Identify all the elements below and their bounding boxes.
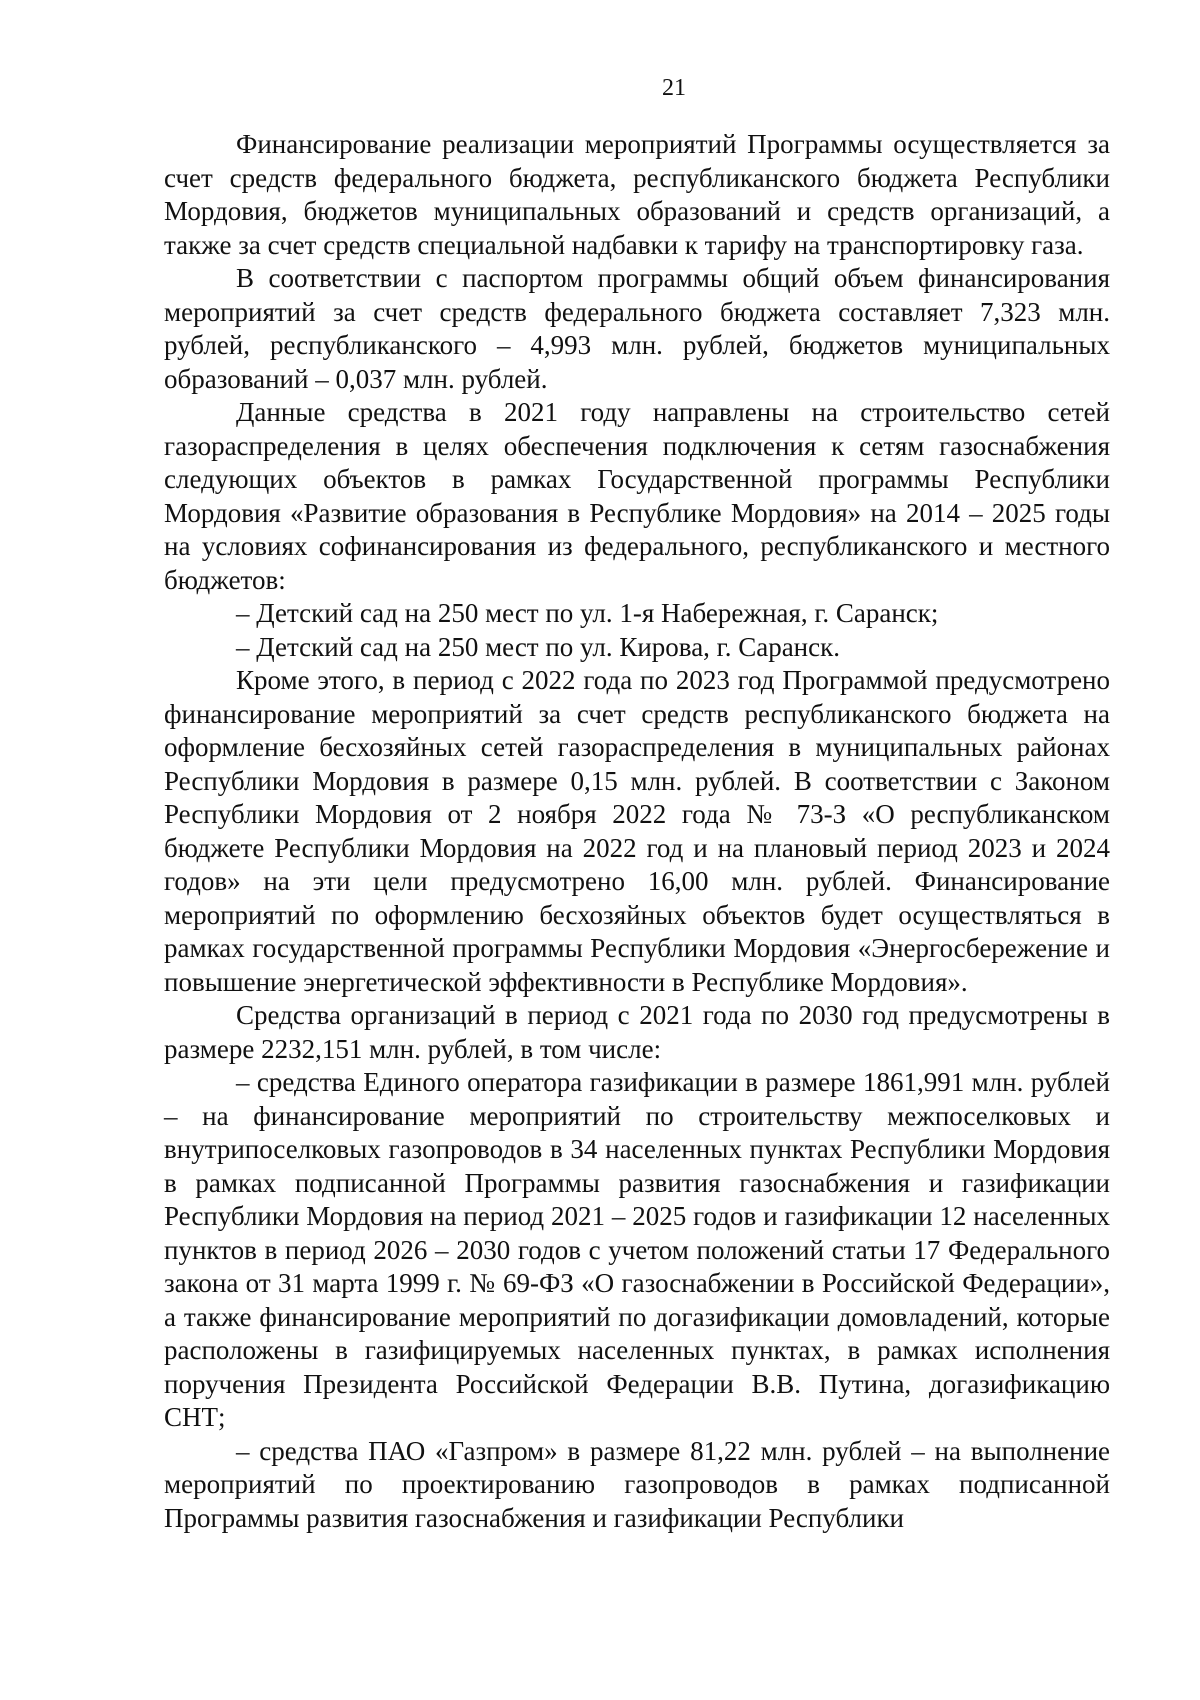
paragraph-2021-funds: Данные средства в 2021 году направлены на строительство сетей газораспределения в целях обеспечения подключения к сетям газоснабжения следующих объектов в рамках Государственной программы Республики Мордовия «Развитие образования в Республике Мордовия» на 2014 – 2025 годы на условиях софинансирования из федерального, республиканского и местного бюджетов: [164,397,1110,595]
list-item-gazprom: – средства ПАО «Газпром» в размере 81,22 млн. рублей – на выполнение мероприятий по проектированию газопроводов в рамках подписанной Программы развития газоснабжения и газификации Республики [164,1435,1110,1533]
paragraph-financing-sources: Финансирование реализации мероприятий Программы осуществляется за счет средств федерального бюджета, республиканского бюджета Республики Мордовия, бюджетов муниципальных образований и средств организаций, а также за счет средств специальной надбавки к тарифу на транспортировку газа. [164,129,1110,260]
paragraph-organization-funds: Средства организаций в период с 2021 года по 2030 год предусмотрены в размере 2232,151 млн. рублей, в том числе: [164,1000,1110,1064]
page-number: 21 [662,75,686,101]
paragraph-ownerless-networks: Кроме этого, в период с 2022 года по 2023 год Программой предусмотрено финансирование мероприятий за счет средств республиканского бюджета на оформление бесхозяйных сетей газораспределения в муниципальных районах Республики Мордовия в размере 0,15 млн. рублей. В соответствии с Законом Республики Мордовия от 2 ноября 2022 года № 73-З «О республиканском бюджете Республики Мордовия на 2022 год и на плановый период 2023 и 2024 годов» на эти цели предусмотрено 16,00 млн. рублей. Финансирование мероприятий по оформлению бесхозяйных объектов будет осуществляться в рамках государственной программы Республики Мордовия «Энергосбережение и повышение энергетической эффективности в Республике Мордовия». [164,665,1110,997]
document-body [164,128,1110,1535]
list-item-kindergarten-naberezhnaya: – Детский сад на 250 мест по ул. 1-я Набережная, г. Саранск; [236,598,939,628]
paragraph-financing-volume: В соответствии с паспортом программы общий объем финансирования мероприятий за счет средств федерального бюджета составляет 7,323 млн. рублей, республиканского – 4,993 млн. рублей, бюджетов муниципальных образований – 0,037 млн. рублей. [164,263,1110,394]
list-item-unified-operator: – средства Единого оператора газификации в размере 1861,991 млн. рублей – на финансирование мероприятий по строительству межпоселковых и внутрипоселковых газопроводов в 34 населенных пунктах Республики Мордовия в рамках подписанной Программы развития газоснабжения и газификации Республики Мордовия на период 2021 – 2025 годов и газификации 12 населенных пунктов в период 2026 – 2030 годов с учетом положений статьи 17 Федерального закона от 31 марта 1999 г. № 69-ФЗ «О газоснабжении в Российской Федерации», а также финансирование мероприятий по догазификации домовладений, которые расположены в газифицируемых населенных пунктах, в рамках исполнения поручения Президента Российской Федерации В.В. Путина, догазификацию СНТ; [164,1067,1110,1432]
list-item-kindergarten-kirova: – Детский сад на 250 мест по ул. Кирова, г. Саранск. [236,631,840,662]
